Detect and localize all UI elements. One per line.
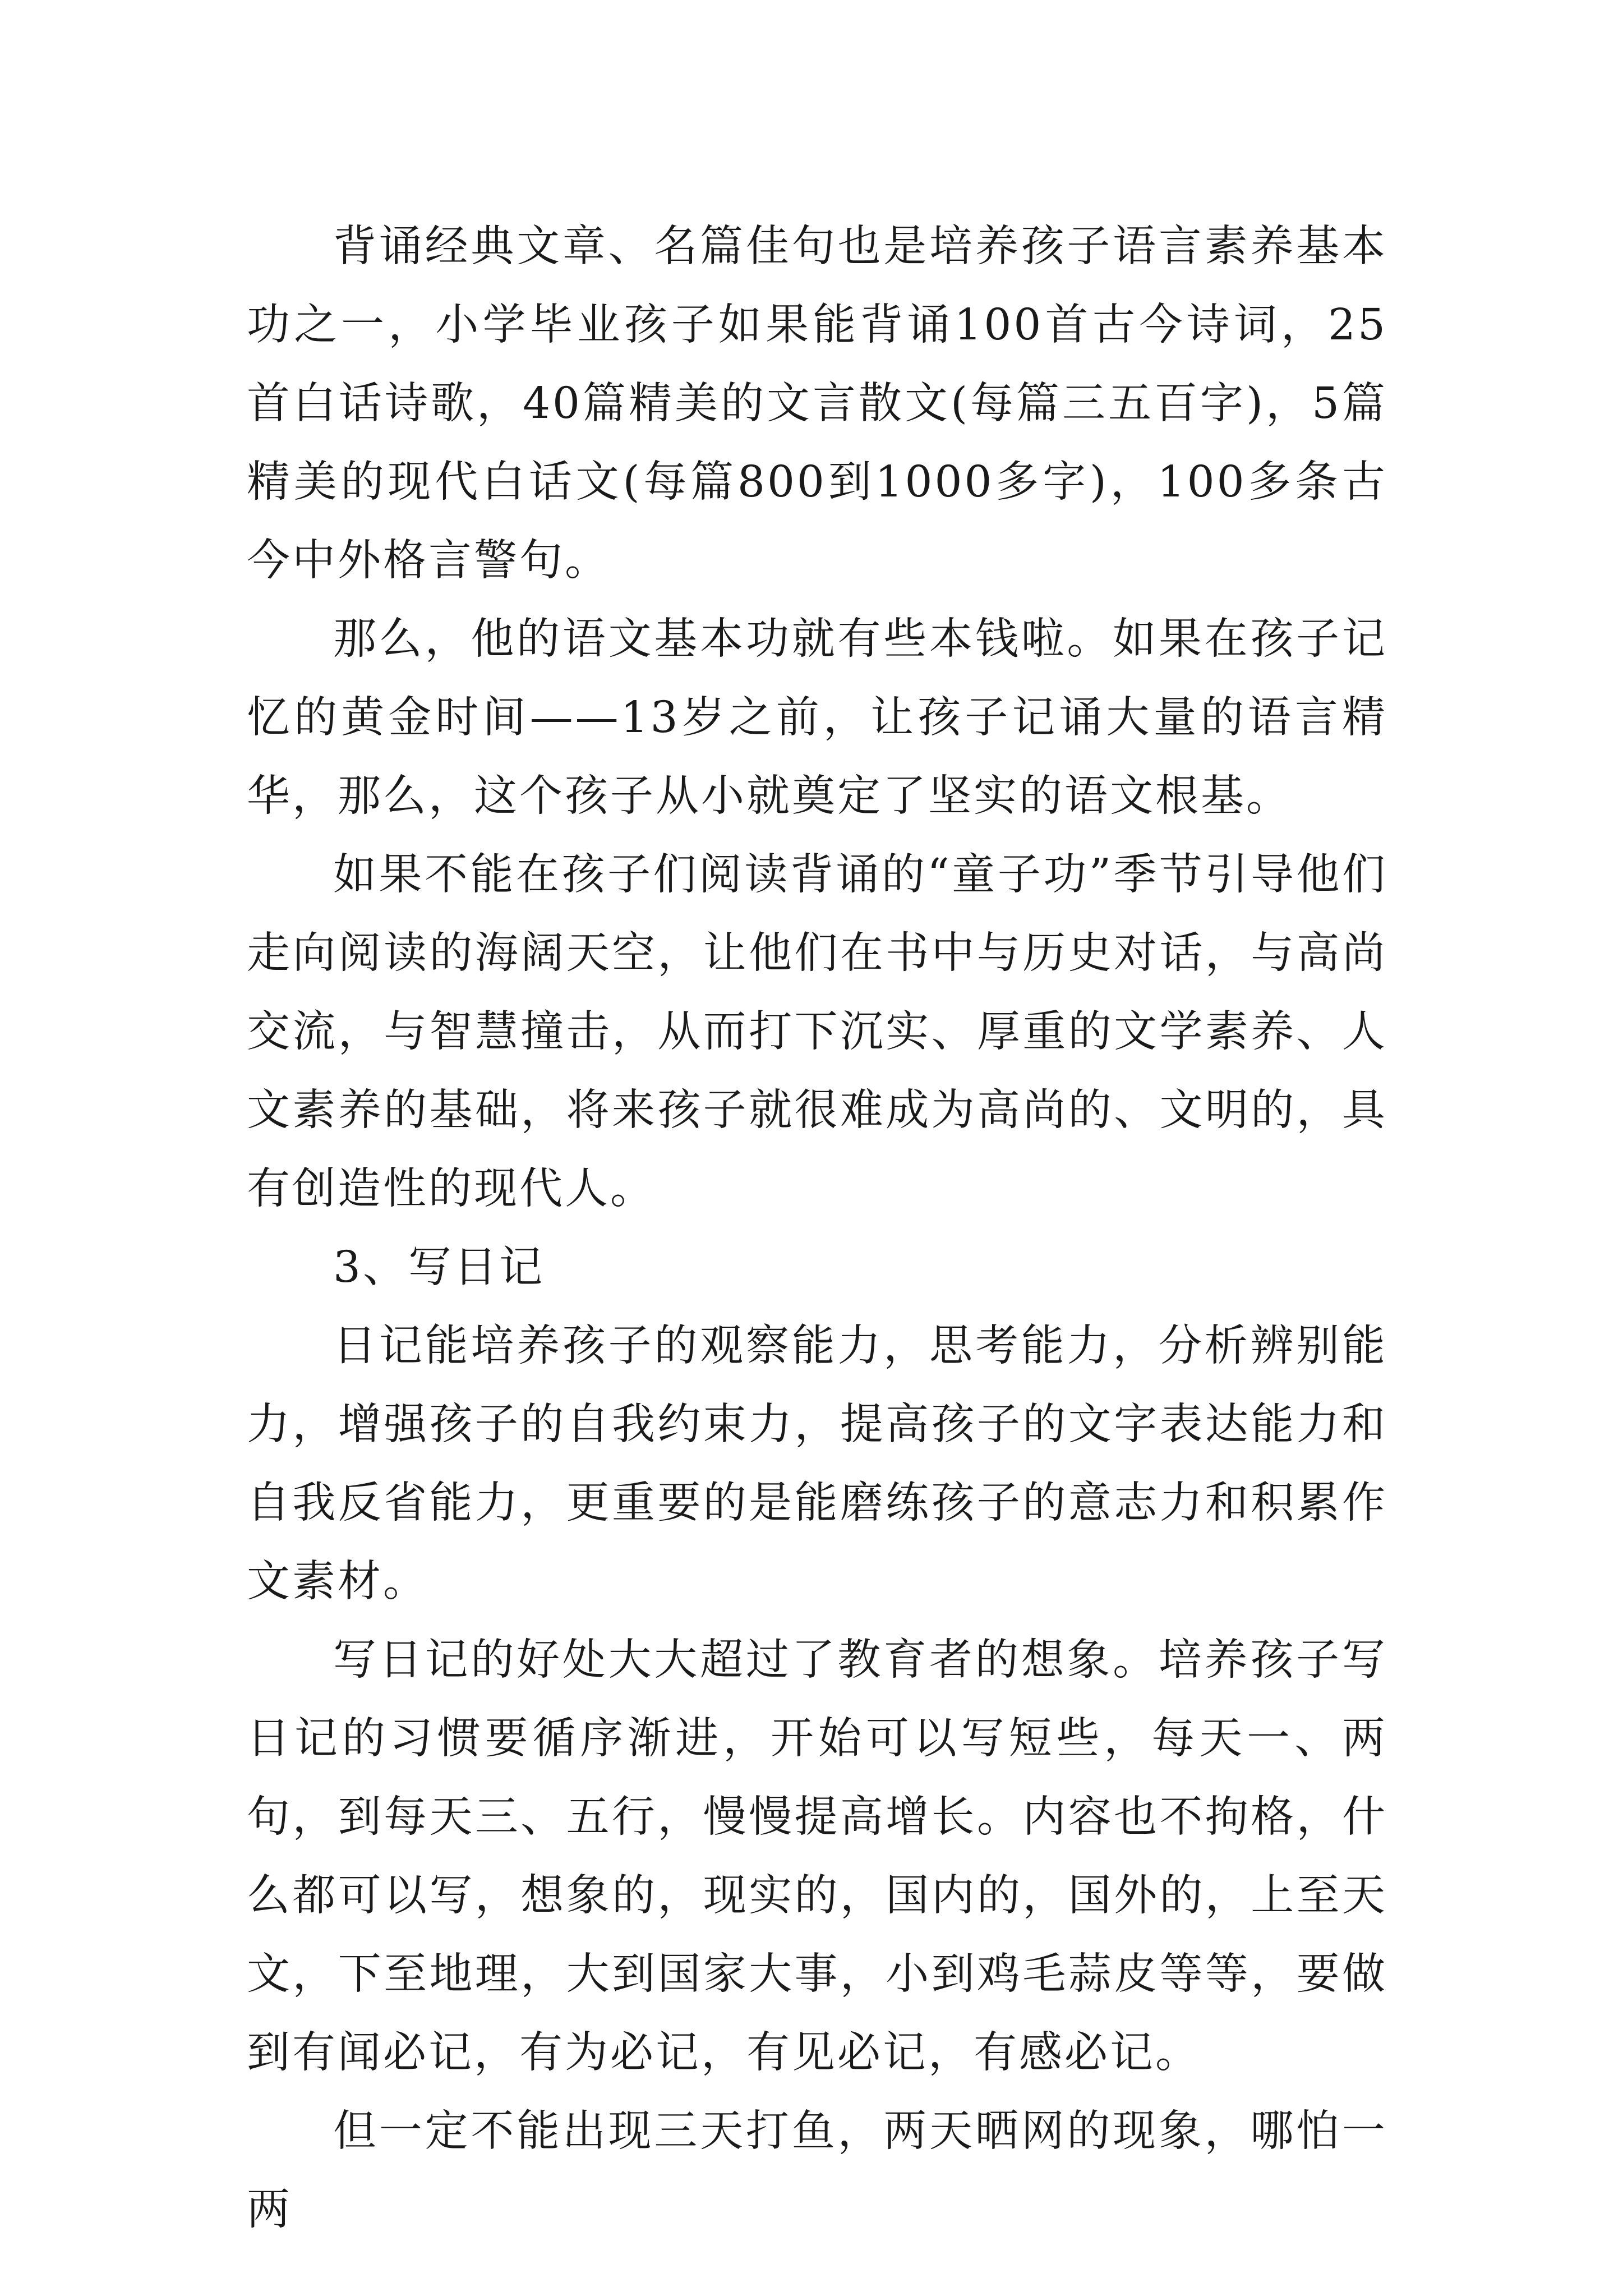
paragraph-persistence: 但一定不能出现三天打鱼，两天晒网的现象，哪怕一两 — [247, 2106, 1387, 2235]
document-body — [247, 208, 1387, 2249]
section-heading-diary: 3、写日记 — [333, 1243, 545, 1292]
paragraph-foundation: 那么，他的语文基本功就有些本钱啦。如果在孩子记忆的黄金时间——13岁之前，让孩子记诵大量的语言精华，那么，这个孩子从小就奠定了坚实的语文根基。 — [247, 614, 1387, 821]
paragraph-diary-habit: 写日记的好处大大超过了教育者的想象。培养孩子写日记的习惯要循序渐进，开始可以写短些，每天一、两句，到每天三、五行，慢慢提高增长。内容也不拘格，什么都可以写，想象的，现实的，国内的，国外的，上至天文，下至地理，大到国家大事，小到鸡毛蒜皮等等，要做到有闻必记，有为必记，有见必记，有感必记。 — [247, 1635, 1387, 2078]
paragraph-childhood-skill: 如果不能在孩子们阅读背诵的“童子功”季节引导他们走向阅读的海阔天空，让他们在书中与历史对话，与高尚交流，与智慧撞击，从而打下沉实、厚重的文学素养、人文素养的基础，将来孩子就很难成为高尚的、文明的，具有创造性的现代人。 — [247, 850, 1387, 1214]
paragraph-diary-benefits: 日记能培养孩子的观察能力，思考能力，分析辨别能力，增强孩子的自我约束力，提高孩子的文字表达能力和自我反省能力，更重要的是能磨练孩子的意志力和积累作文素材。 — [247, 1321, 1387, 1607]
paragraph-recitation: 背诵经典文章、名篇佳句也是培养孩子语言素养基本功之一，小学毕业孩子如果能背诵100首古今诗词，25首白话诗歌，40篇精美的文言散文(每篇三五百字)，5篇精美的现代白话文(每篇800到1000多字)，100多条古今中外格言警句。 — [247, 222, 1387, 586]
